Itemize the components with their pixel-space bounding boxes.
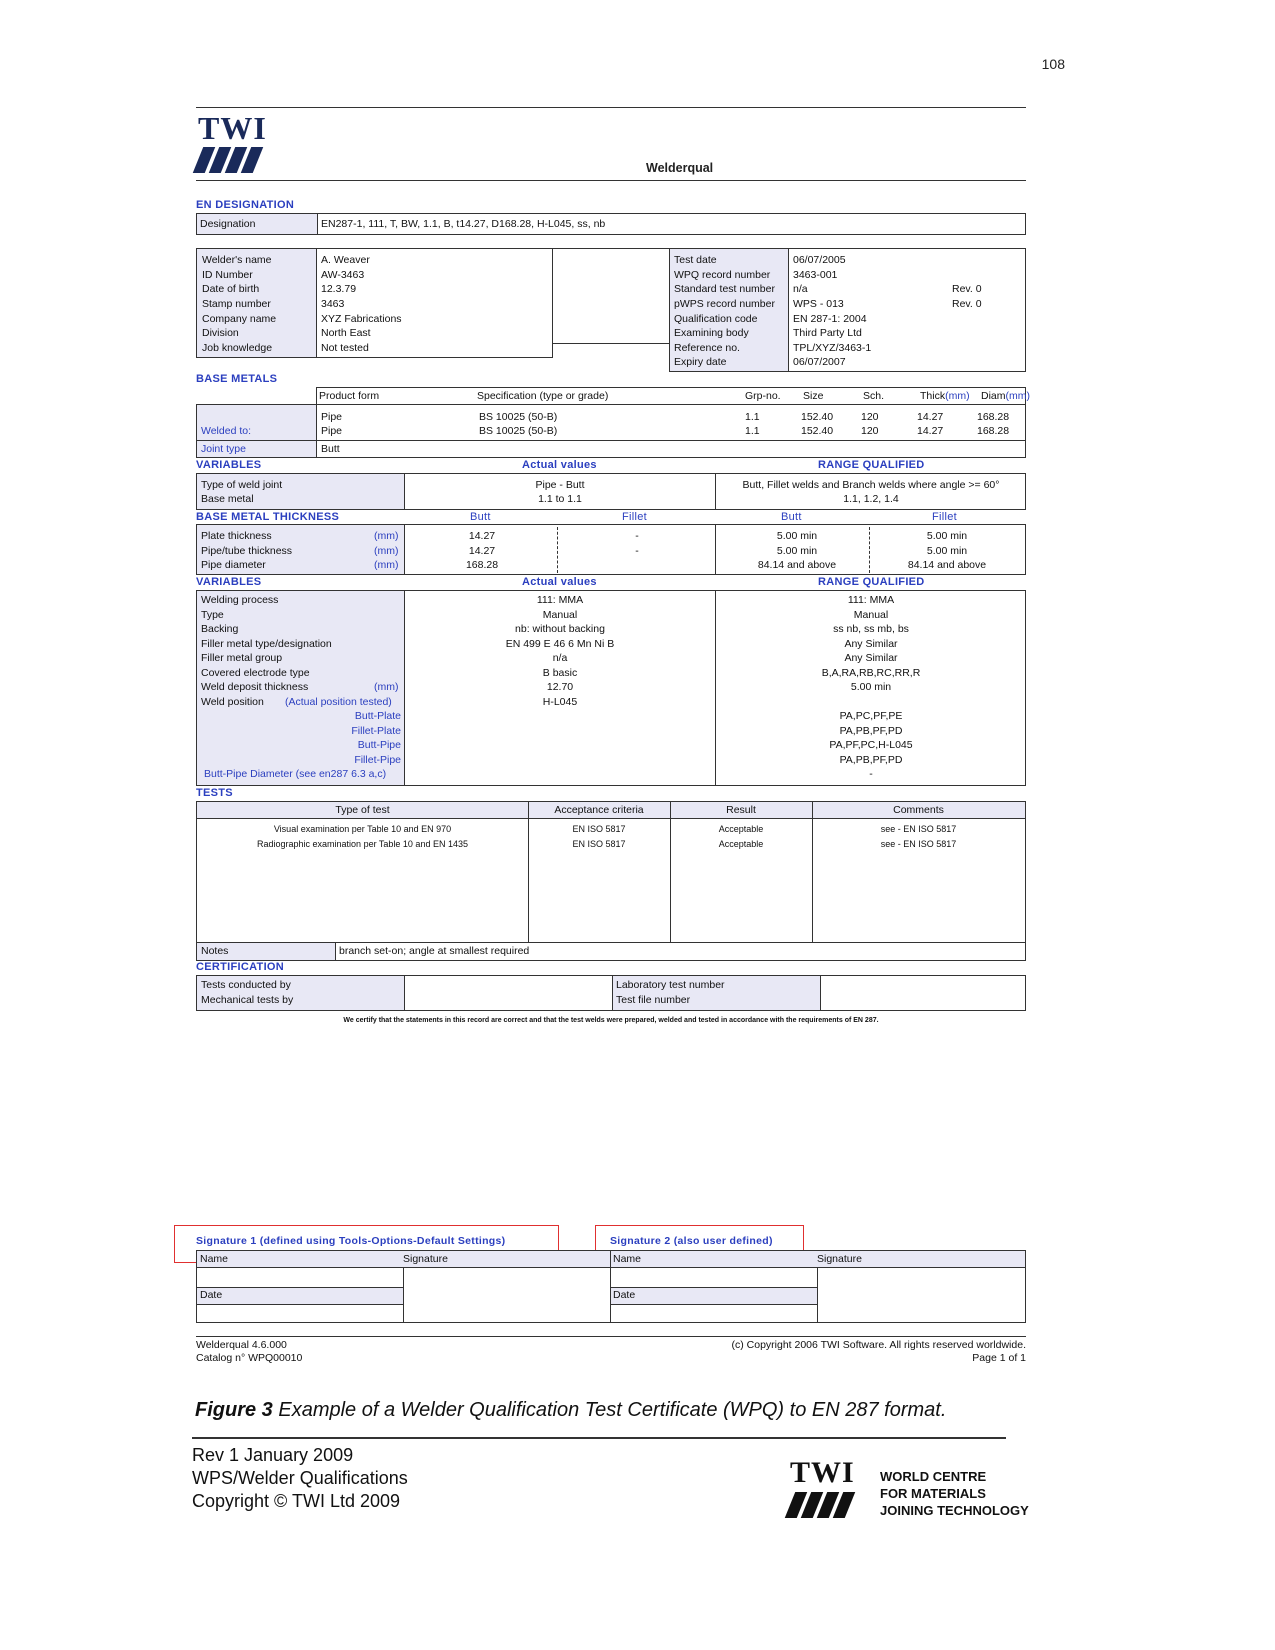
- bm-header-thick-label: Thick: [920, 390, 946, 402]
- sig1-signature-label: Signature: [403, 1253, 448, 1265]
- test-value-3: WPS - 013: [793, 298, 844, 310]
- bm-row1-grp: 1.1: [745, 425, 760, 437]
- footer-tagline-1: FOR MATERIALS: [880, 1486, 986, 1501]
- bm-row0-diam: 168.28: [977, 411, 1010, 423]
- sig1-name-label: Name: [200, 1253, 229, 1265]
- welder-label-5: Division: [202, 327, 239, 339]
- thk-range-fillet-1: 5.00 min: [926, 545, 968, 557]
- thk-label-2: Pipe diameter: [201, 559, 266, 571]
- thk-range-butt-0: 5.00 min: [776, 530, 818, 542]
- test-row1-result: Acceptable: [718, 839, 764, 849]
- test-value-2: n/a: [793, 283, 808, 295]
- bm-header-spec: Specification (type or grade): [477, 390, 609, 402]
- bm-header-diam: [981, 389, 1030, 404]
- test-row1-criteria: EN ISO 5817: [572, 839, 626, 849]
- variables1-box: [196, 473, 1026, 510]
- footer-tagline-0: WORLD CENTRE: [880, 1469, 987, 1484]
- thickness-actual-fillet-heading: Fillet: [622, 511, 648, 523]
- cert-right-label-1: Test file number: [616, 994, 691, 1006]
- rev-pwps: Rev. 0: [952, 298, 982, 310]
- joint-type-label: Joint type: [201, 443, 246, 455]
- var2-range-sub-1: PA,PB,PF,PD: [839, 725, 903, 737]
- welder-label-2: Date of birth: [202, 283, 260, 295]
- figure-caption-number: Figure 3: [195, 1399, 273, 1421]
- var1-actual-0: Pipe - Butt: [535, 479, 585, 491]
- figure-caption: [195, 1399, 946, 1422]
- var2-sub-fillet-plate: Fillet-Plate: [351, 725, 401, 737]
- thickness-heading: BASE METAL THICKNESS: [196, 511, 340, 523]
- welder-value-1: AW-3463: [321, 269, 365, 281]
- var1-label-1: Base metal: [201, 493, 254, 505]
- thk-actual-butt-1: 14.27: [468, 545, 496, 557]
- test-value-4: EN 287-1: 2004: [793, 313, 867, 325]
- welder-info-box: [196, 248, 553, 358]
- cert-left-label-1: Mechanical tests by: [201, 994, 294, 1006]
- thk-range-fillet-0: 5.00 min: [926, 530, 968, 542]
- test-label-2: Standard test number: [674, 283, 775, 295]
- bm-header-product-form: Product form: [319, 390, 380, 402]
- welder-value-6: Not tested: [321, 342, 369, 354]
- var1-range-1: 1.1, 1.2, 1.4: [843, 493, 899, 505]
- bm-row0-spec: BS 10025 (50-B): [479, 411, 558, 423]
- tests-header-criteria: Acceptance criteria: [554, 804, 644, 816]
- header-rule-bottom: [196, 180, 1026, 181]
- signature-1-heading: Signature 1 (defined using Tools-Options-Default Settings): [196, 1235, 506, 1247]
- var2-label-2: Backing: [201, 623, 239, 635]
- bm-row1-spec: BS 10025 (50-B): [479, 425, 558, 437]
- var2-actual-6: 12.70: [546, 681, 574, 693]
- thickness-range-dash: [869, 527, 870, 573]
- var2-label-5: Covered electrode type: [201, 667, 310, 679]
- thickness-actual-butt-heading: Butt: [470, 511, 491, 523]
- bm-row0-form: Pipe: [321, 411, 343, 423]
- base-metals-rows: [196, 404, 1026, 441]
- test-value-6: TPL/XYZ/3463-1: [793, 342, 872, 354]
- bm-header-size: Size: [803, 390, 824, 402]
- thickness-divider: [715, 525, 716, 574]
- test-row0-comments: see - EN ISO 5817: [880, 824, 957, 834]
- cert-right-label-0: Laboratory test number: [616, 979, 725, 991]
- var2-actual-0: 111: MMA: [536, 594, 584, 606]
- test-row0-result: Acceptable: [718, 824, 764, 834]
- var2-position-note: (Actual position tested): [285, 696, 392, 708]
- thickness-actual-dash: [557, 527, 558, 573]
- test-label-4: Qualification code: [674, 313, 758, 325]
- var2-label-7: Weld position: [201, 696, 264, 708]
- var2-label-3: Filler metal type/designation: [201, 638, 332, 650]
- var2-range-3: Any Similar: [844, 638, 898, 650]
- var2-actual-3: EN 499 E 46 6 Mn Ni B: [505, 638, 615, 650]
- tests-header-result: Result: [726, 804, 756, 816]
- var2-range-sub-0: PA,PC,PF,PE: [839, 710, 903, 722]
- signature-2-heading: Signature 2 (also user defined): [610, 1235, 773, 1247]
- var2-label-0: Welding process: [201, 594, 279, 606]
- var2-range-1: Manual: [853, 609, 889, 621]
- thk-range-fillet-2: 84.14 and above: [907, 559, 987, 571]
- page-footer-line-0: Rev 1 January 2009: [192, 1445, 354, 1465]
- notes-value: branch set-on; angle at smallest required: [339, 945, 530, 957]
- welder-label-1: ID Number: [202, 269, 253, 281]
- figure-caption-text: Example of a Welder Qualification Test Certificate (WPQ) to EN 287 format.: [272, 1399, 947, 1421]
- test-label-1: WPQ record number: [674, 269, 771, 281]
- test-info-box: [669, 248, 1026, 372]
- welder-value-5: North East: [321, 327, 371, 339]
- page-number: 108: [1041, 56, 1065, 72]
- var2-actual-1: Manual: [542, 609, 578, 621]
- footer-tagline-2: JOINING TECHNOLOGY: [880, 1503, 1029, 1518]
- var1-label-0: Type of weld joint: [201, 479, 283, 491]
- bm-header-diam-label: Diam: [981, 390, 1006, 402]
- test-label-0: Test date: [674, 254, 717, 266]
- var2-sub-butt-pipe: Butt-Pipe: [357, 739, 401, 751]
- thk-range-butt-2: 84.14 and above: [757, 559, 837, 571]
- designation-box: [196, 213, 1026, 235]
- tests-body: [196, 818, 1026, 943]
- test-label-3: pWPS record number: [674, 298, 775, 310]
- tests-header-row: [196, 801, 1026, 819]
- bm-header-thick: [920, 389, 970, 404]
- notes-label: Notes: [201, 945, 229, 957]
- variables-heading-2: VARIABLES: [196, 576, 262, 588]
- designation-label: Designation: [200, 218, 256, 230]
- var2-sub-butt-plate: Butt-Plate: [354, 710, 401, 722]
- test-label-6: Reference no.: [674, 342, 740, 354]
- thickness-range-fillet-heading: Fillet: [932, 511, 958, 523]
- form-footer-rule: [196, 1336, 1026, 1337]
- bm-row0-size: 152.40: [801, 411, 834, 423]
- test-row1-type: Radiographic examination per Table 10 and EN 1435: [257, 839, 468, 849]
- sig2-date-label: Date: [613, 1289, 636, 1301]
- page-footer-line-1: WPS/Welder Qualifications: [192, 1468, 408, 1488]
- thickness-box: [196, 524, 1026, 575]
- form-footer-copyright: (c) Copyright 2006 TWI Software. All rights reserved worldwide.: [731, 1339, 1026, 1351]
- welder-label-6: Job knowledge: [202, 342, 273, 354]
- bm-row1-thick: 14.27: [917, 425, 944, 437]
- thk-unit-0: (mm): [374, 530, 399, 542]
- sig2-signature-label: Signature: [817, 1253, 862, 1265]
- designation-value: EN287-1, 111, T, BW, 1.1, B, t14.27, D168.28, H-L045, ss, nb: [321, 218, 606, 230]
- page-footer-line-2: Copyright © TWI Ltd 2009: [192, 1491, 401, 1511]
- thk-actual-fillet-0: -: [635, 530, 639, 542]
- var2-range-4: Any Similar: [844, 652, 898, 664]
- var2-range-sub-3: PA,PB,PF,PD: [839, 754, 903, 766]
- actual-values-heading-2: Actual values: [522, 576, 597, 588]
- joint-type-row: [196, 440, 1026, 458]
- var2-label-6: Weld deposit thickness: [201, 681, 309, 693]
- certification-box: [196, 975, 1026, 1011]
- bm-row0-grp: 1.1: [745, 411, 760, 423]
- twi-logo-text: TWI: [198, 110, 267, 146]
- welder-value-2: 12.3.79: [321, 283, 357, 295]
- var1-range-0: Butt, Fillet welds and Branch welds where angle >= 60°: [742, 479, 1000, 491]
- header-rule-top: [196, 107, 1026, 108]
- var2-sub-fillet-pipe: Fillet-Pipe: [354, 754, 401, 766]
- bm-row1-form: Pipe: [321, 425, 343, 437]
- header-title: Welderqual: [646, 161, 714, 175]
- test-value-5: Third Party Ltd: [793, 327, 862, 339]
- var2-unit: (mm): [374, 681, 399, 693]
- welder-value-3: 3463: [321, 298, 345, 310]
- welder-value-4: XYZ Fabrications: [321, 313, 402, 325]
- variables-heading-1: VARIABLES: [196, 459, 262, 471]
- twi-logo-stripes-icon: [198, 147, 267, 173]
- var2-bp-diameter: Butt-Pipe Diameter (see en287 6.3 a,c): [204, 768, 387, 780]
- var2-range-sub-4: -: [869, 768, 873, 780]
- tests-header-comments: Comments: [893, 804, 944, 816]
- var2-actual-7: H-L045: [542, 696, 578, 708]
- bm-header-thick-unit: (mm): [945, 390, 970, 402]
- var2-range-0: 111: MMA: [847, 594, 895, 606]
- bm-row1-size: 152.40: [801, 425, 834, 437]
- welded-to-label: Welded to:: [201, 425, 252, 437]
- bm-header-sch: Sch.: [863, 390, 885, 402]
- range-qualified-heading-1: RANGE QUALIFIED: [818, 459, 925, 471]
- thk-unit-1: (mm): [374, 545, 399, 557]
- actual-values-heading-1: Actual values: [522, 459, 597, 471]
- sig2-name-label: Name: [613, 1253, 642, 1265]
- cert-left-label-0: Tests conducted by: [201, 979, 291, 991]
- photo-box: [552, 248, 670, 344]
- thk-label-1: Pipe/tube thickness: [201, 545, 293, 557]
- welder-label-3: Stamp number: [202, 298, 271, 310]
- thk-label-0: Plate thickness: [201, 530, 272, 542]
- test-label-5: Examining body: [674, 327, 749, 339]
- bm-row1-diam: 168.28: [977, 425, 1010, 437]
- var1-actual-1: 1.1 to 1.1: [538, 493, 582, 505]
- thk-actual-butt-0: 14.27: [468, 530, 496, 542]
- thk-unit-2: (mm): [374, 559, 399, 571]
- page-footer-rule: [192, 1437, 1006, 1439]
- var2-range-5: B,A,RA,RB,RC,RR,R: [821, 667, 921, 679]
- thickness-range-butt-heading: Butt: [781, 511, 802, 523]
- form-footer-version: Welderqual 4.6.000: [196, 1339, 287, 1351]
- footer-tagline: [880, 1468, 1029, 1519]
- certification-statement: We certify that the statements in this record are correct and that the test welds were prepared, welded and tested in accordance with the requirements of EN 287.: [343, 1017, 879, 1024]
- tests-header-type: Type of test: [335, 804, 390, 816]
- welder-label-4: Company name: [202, 313, 277, 325]
- variables2-box: [196, 590, 1026, 786]
- test-row0-type: Visual examination per Table 10 and EN 970: [273, 824, 452, 834]
- range-qualified-heading-2: RANGE QUALIFIED: [818, 576, 925, 588]
- base-metals-header-row: [316, 387, 1031, 405]
- thk-actual-butt-2: 168.28: [465, 559, 499, 571]
- test-value-7: 06/07/2007: [793, 356, 846, 368]
- form-footer-page: Page 1 of 1: [972, 1352, 1026, 1364]
- bm-header-diam-unit: (mm): [1005, 390, 1031, 402]
- var2-label-4: Filler metal group: [201, 652, 283, 664]
- notes-row: [196, 942, 1026, 961]
- var2-range-sub-2: PA,PF,PC,H-L045: [829, 739, 913, 751]
- var2-actual-4: n/a: [552, 652, 568, 664]
- page-footer-text: [192, 1444, 408, 1513]
- test-label-7: Expiry date: [674, 356, 727, 368]
- en-designation-heading: EN DESIGNATION: [196, 199, 295, 211]
- footer-twi-stripes-icon: [790, 1492, 855, 1518]
- form-footer-catalog: Catalog n° WPQ00010: [196, 1352, 303, 1364]
- certification-heading: CERTIFICATION: [196, 961, 285, 973]
- tests-heading: TESTS: [196, 787, 233, 799]
- signatures-box: [196, 1250, 1026, 1323]
- test-row1-comments: see - EN ISO 5817: [880, 839, 957, 849]
- test-value-1: 3463-001: [793, 269, 838, 281]
- var2-actual-5: B basic: [542, 667, 578, 679]
- thk-range-butt-1: 5.00 min: [776, 545, 818, 557]
- twi-logo: [198, 110, 267, 173]
- sig1-date-label-bg: [197, 1287, 403, 1305]
- sig1-date-label: Date: [200, 1289, 223, 1301]
- welder-value-0: A. Weaver: [321, 254, 370, 266]
- rev-standard: Rev. 0: [952, 283, 982, 295]
- sig2-date-label-bg: [611, 1287, 817, 1305]
- bm-row1-sch: 120: [861, 425, 879, 437]
- footer-twi-logo: [790, 1458, 855, 1518]
- bm-row0-thick: 14.27: [917, 411, 944, 423]
- welder-label-0: Welder's name: [202, 254, 272, 266]
- test-row0-criteria: EN ISO 5817: [572, 824, 626, 834]
- test-value-0: 06/07/2005: [793, 254, 846, 266]
- bm-row0-sch: 120: [861, 411, 879, 423]
- thk-actual-fillet-1: -: [635, 545, 639, 557]
- bm-header-grp: Grp-no.: [745, 390, 781, 402]
- var2-actual-2: nb: without backing: [515, 623, 605, 635]
- footer-twi-logo-text: TWI: [790, 1456, 855, 1489]
- joint-type-value: Butt: [321, 443, 340, 455]
- var2-label-1: Type: [201, 609, 224, 621]
- var2-range-2: ss nb, ss mb, bs: [833, 623, 909, 635]
- base-metals-heading: BASE METALS: [196, 373, 278, 385]
- var2-range-6: 5.00 min: [850, 681, 892, 693]
